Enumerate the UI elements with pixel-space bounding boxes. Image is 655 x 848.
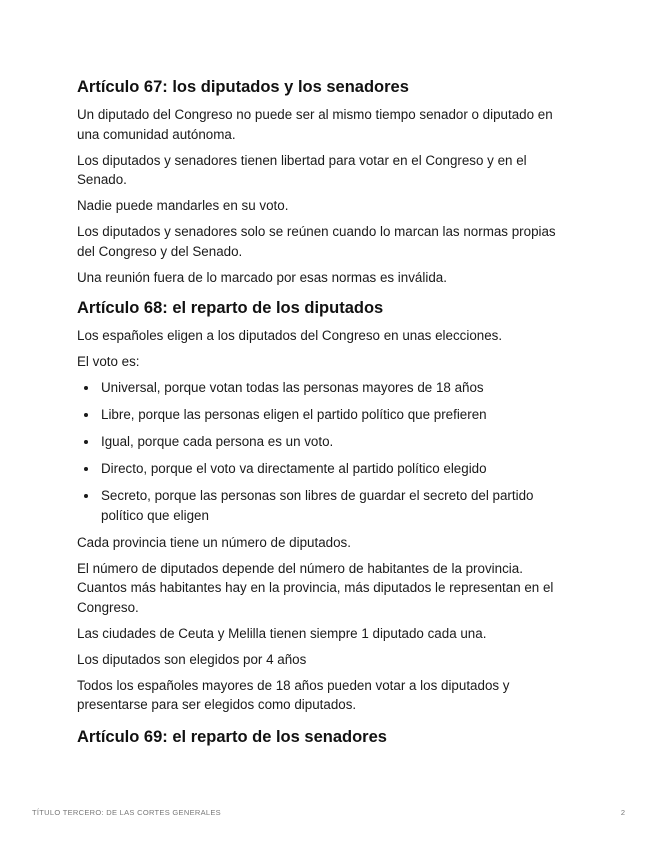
list-item: • Secreto, porque las personas son libres de guardar el secreto del partido político que eligen <box>99 486 572 525</box>
paragraph: Una reunión fuera de lo marcado por esas normas es inválida. <box>77 269 447 285</box>
paragraph: El voto es: <box>77 354 140 369</box>
paragraph: Todos los españoles mayores de 18 años pueden votar a los diputados y presentarse para ser elegidos como diputados. <box>77 677 510 712</box>
footer-section-title: TÍTULO TERCERO: DE LAS CORTES GENERALES <box>32 808 221 817</box>
paragraph: Los diputados y senadores tienen libertad para votar en el Congreso y en el Senado. <box>77 152 527 187</box>
paragraph: Nadie puede mandarles en su voto. <box>77 198 289 213</box>
list-item: • Directo, porque el voto va directamente al partido político elegido <box>99 459 572 479</box>
page-number: 2 <box>620 808 625 817</box>
article-68 <box>77 297 572 721</box>
paragraph: Los diputados son elegidos por 4 años <box>77 651 307 667</box>
article-67-heading: Artículo 67: los diputados y los senadores <box>77 78 409 96</box>
list-item: • Universal, porque votan todas las personas mayores de 18 años <box>99 378 572 398</box>
paragraph: Las ciudades de Ceuta y Melilla tienen siempre 1 diputado cada una. <box>77 625 487 641</box>
paragraph: Los españoles eligen a los diputados del Congreso en unas elecciones. <box>77 328 503 343</box>
article-67 <box>77 76 572 294</box>
paragraph: Los diputados y senadores solo se reúnen cuando lo marcan las normas propias del Congreso y del Senado. <box>77 224 556 259</box>
article-68-heading: Artículo 68: el reparto de los diputados <box>77 299 384 317</box>
paragraph: El número de diputados depende del número de habitantes de la provincia. Cuantos más habitantes hay en la provincia, más diputados le representan en el Congreso. <box>77 560 554 615</box>
paragraph: Un diputado del Congreso no puede ser al mismo tiempo senador o diputado en una comunidad autónoma. <box>77 107 553 142</box>
paragraph: Cada provincia tiene un número de diputados. <box>77 534 351 550</box>
vote-characteristics-list <box>77 378 572 525</box>
article-69-heading: Artículo 69: el reparto de los senadores <box>77 728 387 746</box>
article-69 <box>77 726 387 755</box>
list-item: • Libre, porque las personas eligen el partido político que prefieren <box>99 405 572 425</box>
list-item: • Igual, porque cada persona es un voto. <box>99 432 572 452</box>
